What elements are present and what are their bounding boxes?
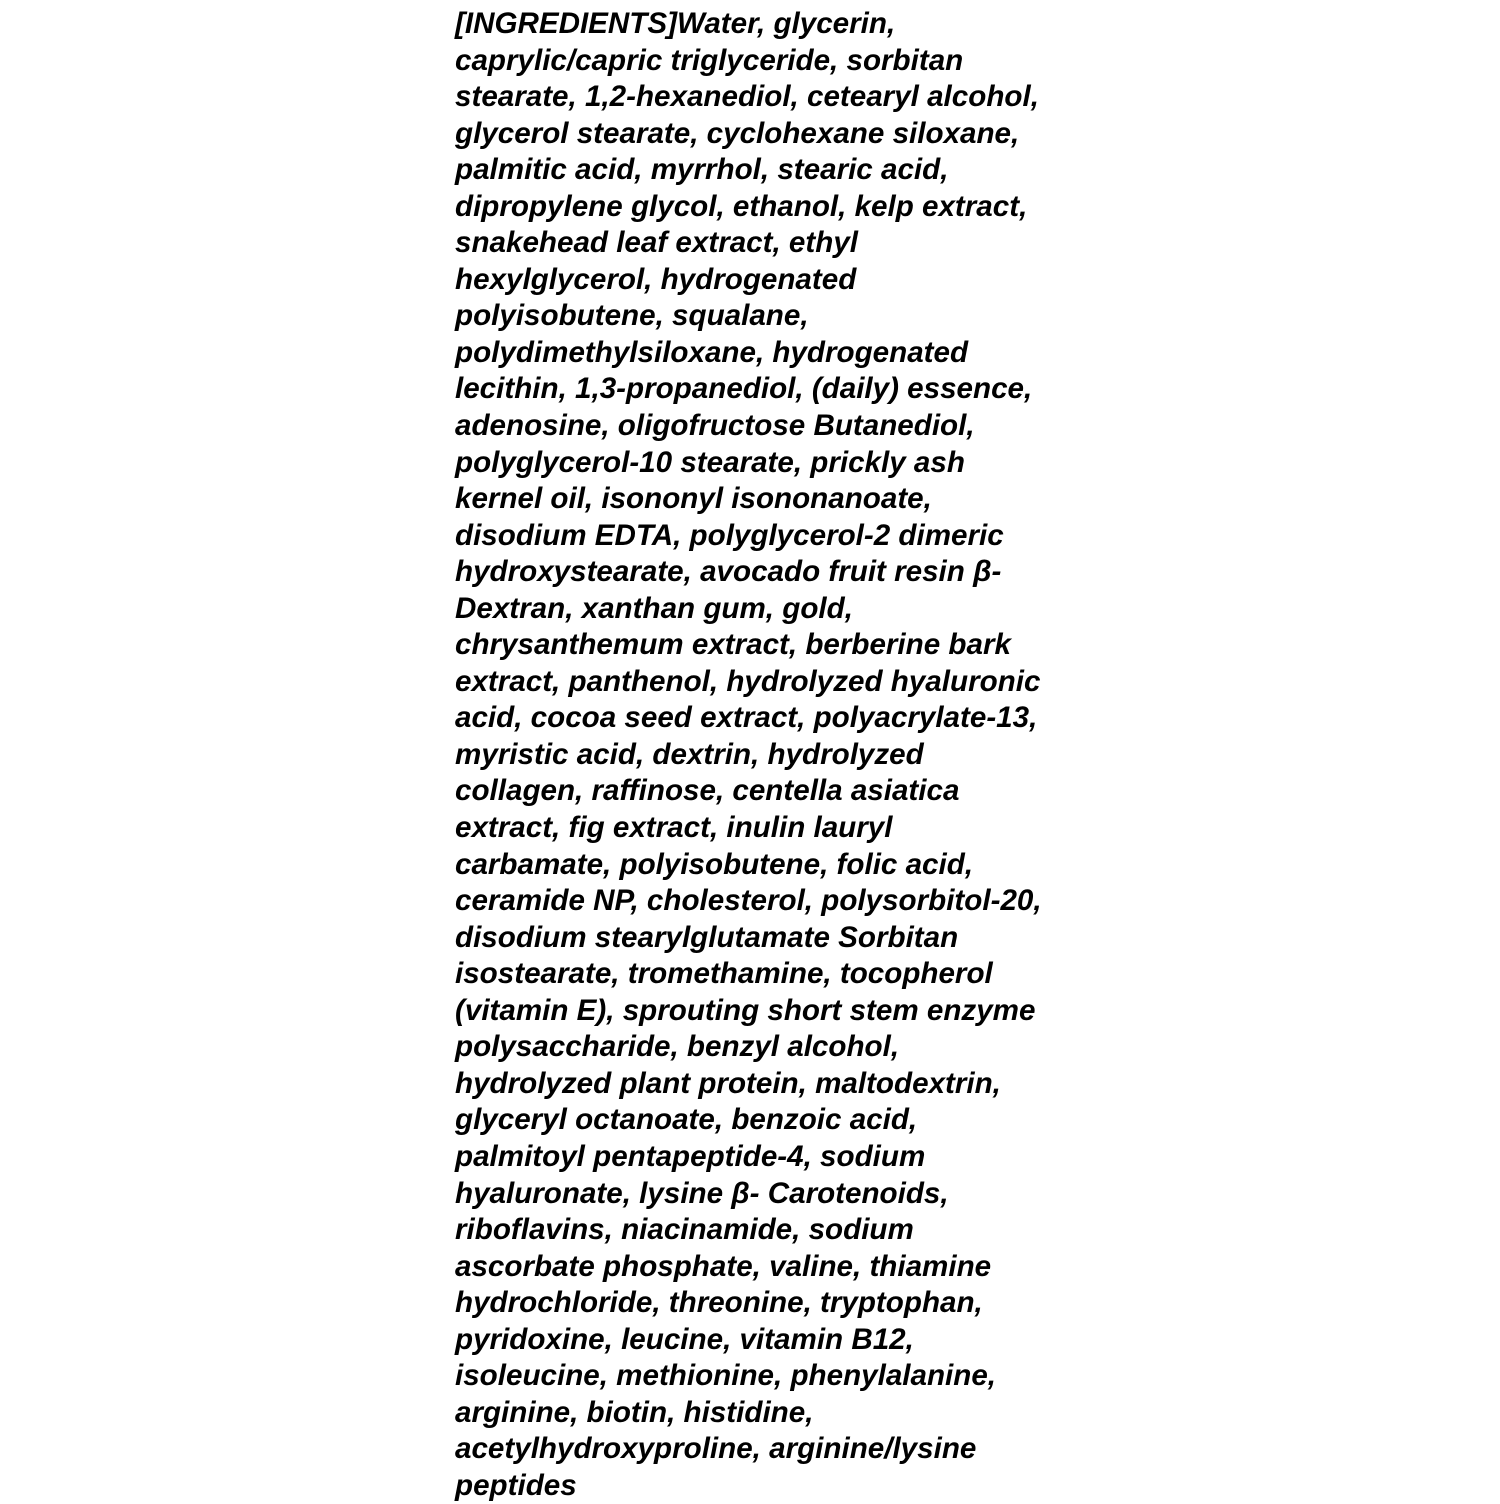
ingredient-line: isoleucine, methionine, phenylalanine,	[455, 1359, 997, 1393]
ingredient-line: [INGREDIENTS]Water, glycerin,	[455, 7, 896, 40]
ingredient-line: dipropylene glycol, ethanol, kelp extract,	[455, 189, 1028, 223]
ingredient-line: disodium stearylglutamate Sorbitan	[455, 920, 959, 954]
ingredient-line: extract, fig extract, inulin lauryl	[455, 811, 893, 845]
ingredient-line: extract, panthenol, hydrolyzed hyaluronic	[455, 664, 1041, 698]
ingredient-line: hydrochloride, threonine, tryptophan,	[455, 1286, 983, 1320]
ingredient-line: hydrolyzed plant protein, maltodextrin,	[455, 1066, 1001, 1100]
ingredient-line: pyridoxine, leucine, vitamin B12,	[455, 1322, 914, 1356]
ingredient-line: riboflavins, niacinamide, sodium	[455, 1213, 914, 1247]
ingredient-line: collagen, raffinose, centella asiatica	[455, 774, 960, 808]
ingredient-line: peptides	[455, 1468, 577, 1502]
ingredient-line: hyaluronate, lysine β- Carotenoids,	[455, 1176, 949, 1210]
ingredient-line: glyceryl octanoate, benzoic acid,	[455, 1103, 918, 1137]
ingredient-line: snakehead leaf extract, ethyl	[455, 226, 858, 260]
ingredient-line: ascorbate phosphate, valine, thiamine	[455, 1249, 992, 1283]
ingredient-line: palmitic acid, myrrhol, stearic acid,	[455, 153, 949, 187]
ingredient-line: polydimethylsiloxane, hydrogenated	[455, 335, 969, 369]
ingredient-line: hexylglycerol, hydrogenated	[455, 262, 857, 296]
ingredient-line: polysaccharide, benzyl alcohol,	[455, 1030, 900, 1064]
ingredient-line: stearate, 1,2-hexanediol, cetearyl alcohol,	[455, 80, 1039, 114]
ingredient-line: carbamate, polyisobutene, folic acid,	[455, 847, 974, 881]
ingredient-line: polyglycerol-10 stearate, prickly ash	[455, 445, 965, 479]
ingredient-line: hydroxystearate, avocado fruit resin β-	[455, 555, 1002, 589]
ingredient-line: kernel oil, isononyl isononanoate,	[455, 482, 932, 516]
ingredient-line: caprylic/capric triglyceride, sorbitan	[455, 43, 964, 77]
ingredient-line: ceramide NP, cholesterol, polysorbitol-20,	[455, 884, 1042, 918]
ingredients-text-block	[455, 6, 1095, 1504]
ingredient-line: arginine, biotin, histidine,	[455, 1395, 814, 1429]
ingredient-line: polyisobutene, squalane,	[455, 299, 809, 333]
ingredient-line: Dextran, xanthan gum, gold,	[455, 591, 853, 625]
ingredient-line: acid, cocoa seed extract, polyacrylate-13,	[455, 701, 1038, 735]
ingredient-line: palmitoyl pentapeptide-4, sodium	[455, 1139, 926, 1173]
ingredient-line: disodium EDTA, polyglycerol-2 dimeric	[455, 518, 1004, 552]
ingredient-line: (vitamin E), sprouting short stem enzyme	[455, 993, 1036, 1027]
ingredient-line: myristic acid, dextrin, hydrolyzed	[455, 737, 924, 771]
ingredient-line: chrysanthemum extract, berberine bark	[455, 628, 1011, 662]
ingredient-line: isostearate, tromethamine, tocopherol	[455, 957, 993, 991]
ingredient-line: acetylhydroxyproline, arginine/lysine	[455, 1432, 977, 1466]
ingredient-line: lecithin, 1,3-propanediol, (daily) essence,	[455, 372, 1033, 406]
ingredient-line: adenosine, oligofructose Butanediol,	[455, 409, 975, 443]
ingredient-line: glycerol stearate, cyclohexane siloxane,	[455, 116, 1020, 150]
